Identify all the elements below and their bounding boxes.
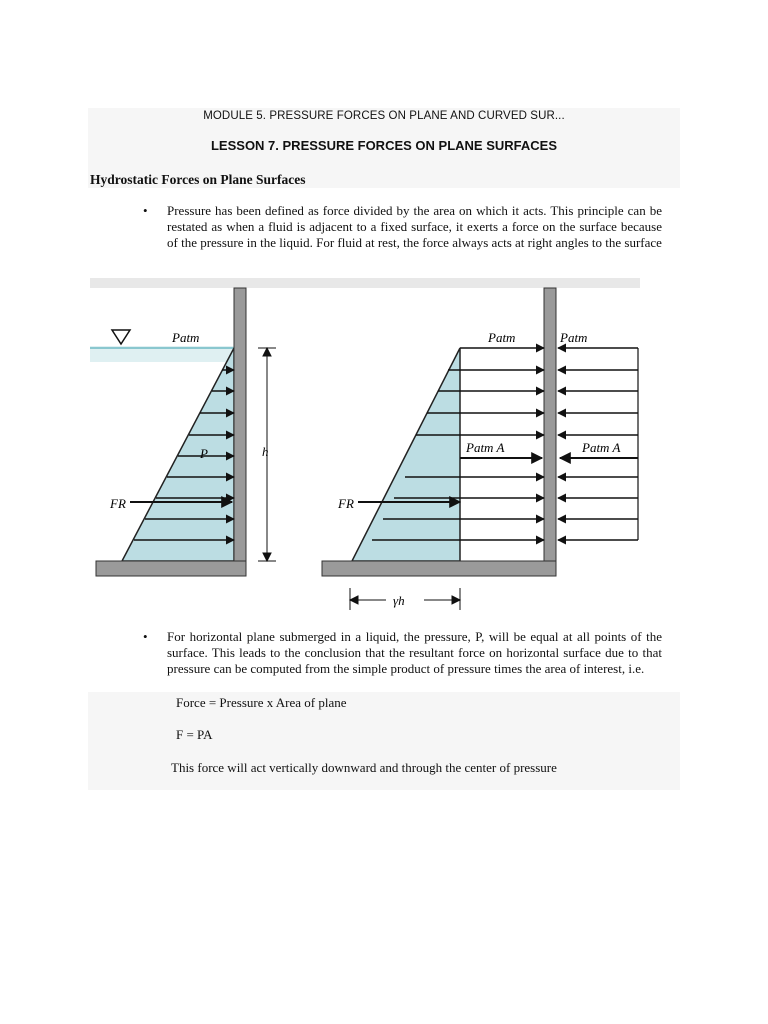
formula-f-equals-pa: F = PA — [176, 727, 213, 742]
bullet-marker: • — [143, 629, 148, 644]
wall-left — [234, 288, 246, 564]
floor-right — [322, 561, 556, 576]
module-title: MODULE 5. PRESSURE FORCES ON PLANE AND CURVED SUR... — [203, 110, 565, 122]
label-pressure: P — [200, 446, 208, 461]
hydrostatic-pressure-figure — [90, 278, 640, 616]
label-resultant-right: FR — [338, 496, 354, 511]
label-patm-area-right: Patm A — [582, 440, 621, 455]
label-depth: h — [262, 444, 269, 459]
figure-top-edge — [90, 278, 640, 288]
lesson-title: LESSON 7. PRESSURE FORCES ON PLANE SURFACES — [210, 138, 557, 153]
conclusion-text: This force will act vertically downward and through the center of pressure — [171, 760, 557, 775]
formula-force-pressure-area: Force = Pressure x Area of plane — [176, 695, 347, 710]
bullet-marker: • — [143, 203, 148, 218]
section-heading: Hydrostatic Forces on Plane Surfaces — [90, 172, 306, 187]
paragraph-horizontal-plane: For horizontal plane submerged in a liquid, the pressure, P, will be equal at all points of the surface. This leads to the conclusion that the resultant force on horizontal surface due to that pressure can be computed from the simple product of pressure times the area of interest, i.e. — [167, 629, 662, 676]
label-patm-right: Patm — [560, 330, 588, 345]
label-patm-mid: Patm — [488, 330, 516, 345]
label-patm-left: Patm — [172, 330, 200, 345]
wall-right — [544, 288, 556, 564]
floor-left — [96, 561, 246, 576]
label-resultant-left: FR — [110, 496, 126, 511]
label-patm-area-mid: Patm A — [466, 440, 505, 455]
label-gamma-h: γh — [393, 593, 405, 608]
paragraph-pressure-definition: Pressure has been defined as force divided by the area on which it acts. This principle can be restated as when a fluid is adjacent to a fixed surface, it exerts a force on the surface because of the pressure in the liquid. For fluid at rest, the force always acts at right angles to the surface — [167, 203, 662, 250]
